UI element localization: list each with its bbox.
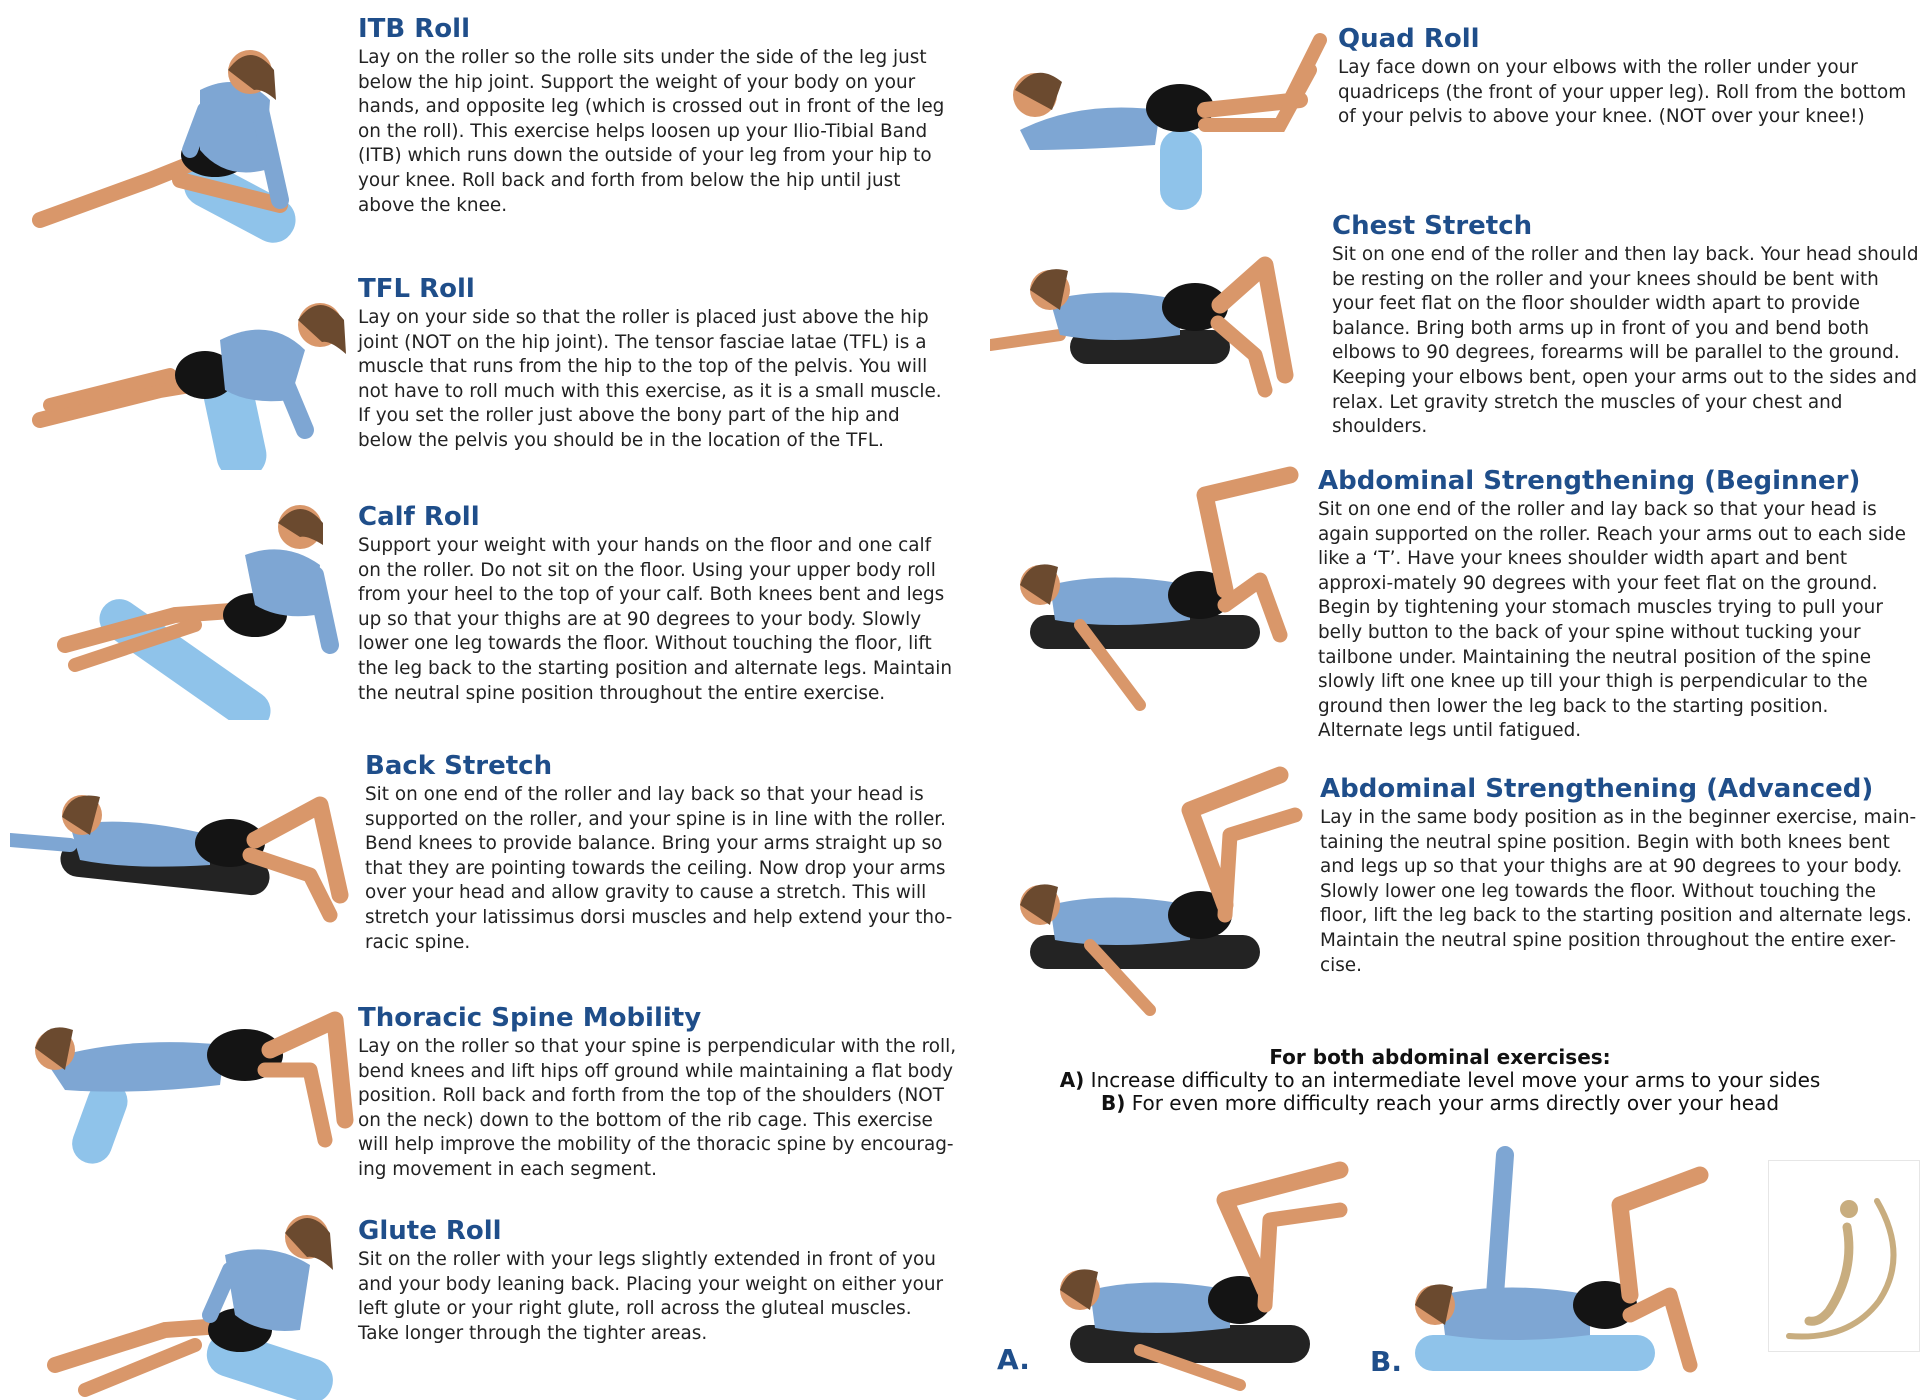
quad-roll-photo (1000, 30, 1330, 210)
exercise-description: Support your weight with your hands on the floor and one calf on the roller. Do not sit on the floor. Using your upper body roll from your heel to the top of your calf. Both knees bent and legs up so that your thighs are at 90 degrees to your body. Slowly lower one leg towards the floor. Without touching the floor, lift the leg back to the starting position and alternate legs. Maintain the neutral spine position throughout the entire exercise. (358, 535, 953, 704)
exercise-tfl-roll (358, 274, 958, 454)
note-title: For both abdominal exercises: (1269, 1045, 1611, 1069)
exercise-itb-roll (358, 14, 958, 218)
tfl-roll-photo (30, 290, 350, 470)
exercise-description: Sit on one end of the roller and then lay back. Your head should be resting on the roller and your knees should be bent with your feet flat on the floor shoulder width apart to provide balance. Bring both arms up in front of you and bend both elbows to 90 degrees, forearms will be parallel to the ground. Keeping your elbows bent, open your arms out to the sides and relax. Let gravity stretch the muscles of your chest and shoulders. (1332, 244, 1919, 438)
exercise-description: Lay face down on your elbows with the roller under your quadriceps (the front of your upper leg). Roll from the bottom of your pelvis to above your knee. (NOT over your knee!) (1338, 57, 1907, 128)
chest-stretch-photo (990, 245, 1320, 405)
variant-b-label: B. (1370, 1345, 1402, 1378)
exercise-title: Back Stretch (365, 751, 553, 781)
variant-a-photo (1040, 1150, 1360, 1400)
abdominal-advanced-photo (1010, 755, 1320, 1020)
exercise-quad-roll (1338, 24, 1908, 130)
brand-logo (1768, 1160, 1920, 1352)
exercise-description: Lay on your side so that the roller is placed just above the hip joint (NOT on the hip joint). The tensor fasciae latae (TFL) is a muscle that runs from the hip to the top of the pelvis. You will not have to roll much with this exercise, as it is a small muscle. If you set the roller just above the bony part of the hip and below the pelvis you should be in the location of the TFL. (358, 307, 942, 451)
exercise-description: Sit on the roller with your legs slightly extended in front of you and your body leaning back. Placing your weight on either your left glute or your right glute, roll across the gluteal muscles. Take longer through the tighter areas. (358, 1249, 944, 1344)
exercise-glute-roll (358, 1216, 958, 1346)
exercise-description: Lay in the same body position as in the beginner exercise, main-taining the neutral spine position. Begin with both knees bent and legs up so that your thighs are at 90 degrees to your body. Slowly lower one leg towards the floor. Without touching the floor, lift the leg back to the starting position and alternate legs. Maintain the neutral spine position throughout the entire exer-cise. (1320, 807, 1917, 976)
note-text-a: Increase difficulty to an intermediate level move your arms to your sides (1084, 1068, 1821, 1092)
note-line-a (1000, 1069, 1880, 1092)
exercise-description: Lay on the roller so the rolle sits under the side of the leg just below the hip joint. Support the weight of your body on your hands, and opposite leg (which is crossed out in front of the leg on the roll). This exercise helps loosen up your Ilio-Tibial Band (ITB) which runs down the outside of your leg from your hip to your knee. Roll back and forth from below the hip until just above the knee. (358, 47, 945, 216)
exercise-title: Abdominal Strengthening (Advanced) (1320, 774, 1874, 804)
thoracic-spine-mobility-photo (25, 1000, 355, 1170)
note-line-b (1000, 1092, 1880, 1115)
exercise-title: TFL Roll (358, 274, 475, 304)
exercise-abdominal-advanced (1320, 774, 1920, 978)
brand-logo-icon (1769, 1161, 1919, 1351)
exercise-title: Abdominal Strengthening (Beginner) (1318, 466, 1861, 496)
exercise-title: Glute Roll (358, 1216, 502, 1246)
variant-a-label: A. (997, 1343, 1030, 1376)
back-stretch-photo (10, 765, 360, 945)
variant-b-photo (1410, 1145, 1740, 1385)
itb-roll-photo (30, 30, 330, 250)
exercise-title: Chest Stretch (1332, 211, 1533, 241)
glute-roll-photo (45, 1195, 345, 1400)
abdominal-note (1000, 1046, 1880, 1115)
calf-roll-photo (45, 495, 345, 720)
exercise-title: Calf Roll (358, 502, 480, 532)
exercise-back-stretch (365, 751, 965, 955)
exercise-abdominal-beginner (1318, 466, 1918, 744)
exercise-description: Lay on the roller so that your spine is perpendicular with the roll, bend knees and lift hips off ground while maintaining a flat body position. Roll back and forth from the top of the shoulders (NOT on the neck) down to the bottom of the rib cage. This exercise will help improve the mobility of the thoracic spine by encourag-ing movement in each segment. (358, 1036, 957, 1180)
exercise-calf-roll (358, 502, 958, 706)
exercise-title: Quad Roll (1338, 24, 1480, 54)
exercise-title: ITB Roll (358, 14, 470, 44)
abdominal-beginner-photo (1010, 465, 1320, 725)
exercise-thoracic-spine-mobility (358, 1003, 958, 1183)
exercise-title: Thoracic Spine Mobility (358, 1003, 702, 1033)
exercise-description: Sit on one end of the roller and lay back so that your head is again supported on the roller. Reach your arms out to each side like a ‘T’. Have your knees shoulder width apart and bent approxi-mately 90 degrees with your feet flat on the ground. Begin by tightening your stomach muscles trying to pull your belly button to the back of your spine without tucking your tailbone under. Maintaining the neutral position of the spine slowly lift one knee up till your thigh is perpendicular to the ground then lower the leg back to the starting position. Alternate legs until fatigued. (1318, 499, 1906, 742)
note-label-a: A) (1059, 1068, 1085, 1092)
exercise-chest-stretch (1332, 211, 1922, 440)
exercise-description: Sit on one end of the roller and lay back so that your head is supported on the roller, and your spine is in line with the roller. Bend knees to provide balance. Bring your arms straight up so that they are pointing towards the ceiling. Now drop your arms over your head and allow gravity to cause a stretch. This will stretch your latissimus dorsi muscles and help extend your tho-racic spine. (365, 784, 953, 953)
note-label-b: B) (1100, 1091, 1126, 1115)
note-text-b: For even more difficulty reach your arms directly over your head (1125, 1091, 1780, 1115)
